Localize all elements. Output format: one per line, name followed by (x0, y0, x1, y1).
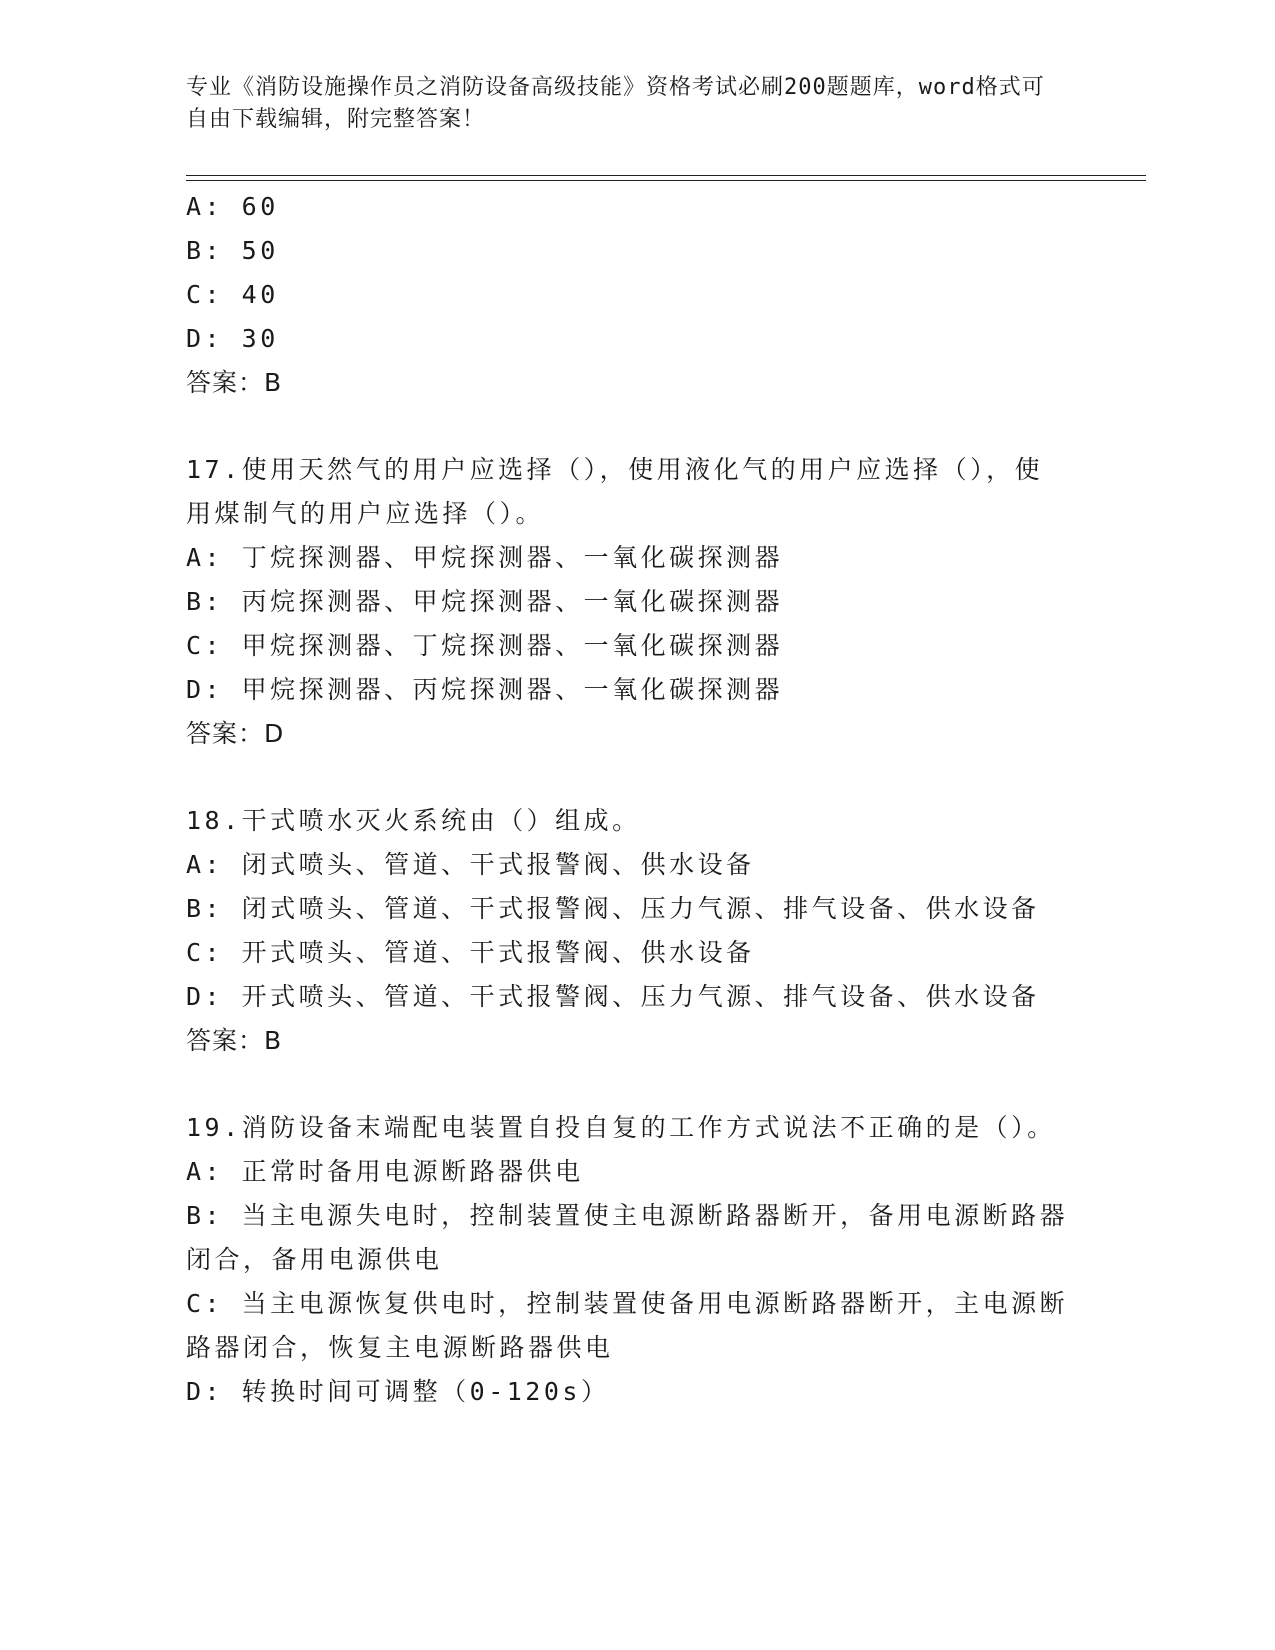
q17-answer: 答案：D (186, 719, 285, 748)
q19-option-b-line1: B: 当主电源失电时，控制装置使主电源断路器断开，备用电源断路器 (186, 1201, 1069, 1230)
document-header: 专业《消防设施操作员之消防设备高级技能》资格考试必刷200题题库，word格式可自由下载编辑，附完整答案！ (186, 75, 1045, 132)
q16-answer: 答案：B (186, 368, 283, 397)
q19-option-c-line2: 路器闭合，恢复主电源断路器供电 (186, 1333, 614, 1362)
q18-option-a: A: 闭式喷头、管道、干式报警阀、供水设备 (186, 850, 755, 879)
q17-option-c: C: 甲烷探测器、丁烷探测器、一氧化碳探测器 (186, 631, 784, 660)
q19-stem: 19.消防设备末端配电装置自投自复的工作方式说法不正确的是（）。 (186, 1113, 1056, 1142)
q17-option-b: B: 丙烷探测器、甲烷探测器、一氧化碳探测器 (186, 587, 784, 616)
q16-option-a: A: 60 (186, 192, 279, 221)
q18-answer: 答案：B (186, 1026, 283, 1055)
q18-option-d: D: 开式喷头、管道、干式报警阀、压力气源、排气设备、供水设备 (186, 982, 1040, 1011)
q19-option-a: A: 正常时备用电源断路器供电 (186, 1157, 584, 1186)
header-divider-top (186, 175, 1146, 176)
q17-stem-line2: 用煤制气的用户应选择（）。 (186, 499, 545, 528)
q16-option-d: D: 30 (186, 324, 279, 353)
q19-option-d: D: 转换时间可调整（0-120s） (186, 1377, 610, 1406)
q18-stem: 18.干式喷水灭火系统由（）组成。 (186, 806, 641, 835)
q17-option-a: A: 丁烷探测器、甲烷探测器、一氧化碳探测器 (186, 543, 784, 572)
q16-option-c: C: 40 (186, 280, 279, 309)
q18-option-b: B: 闭式喷头、管道、干式报警阀、压力气源、排气设备、供水设备 (186, 894, 1040, 923)
q18-option-c: C: 开式喷头、管道、干式报警阀、供水设备 (186, 938, 755, 967)
q19-option-c-line1: C: 当主电源恢复供电时，控制装置使备用电源断路器断开，主电源断 (186, 1289, 1069, 1318)
q17-stem-line1: 17.使用天然气的用户应选择（），使用液化气的用户应选择（），使 (186, 455, 1044, 484)
q17-option-d: D: 甲烷探测器、丙烷探测器、一氧化碳探测器 (186, 675, 784, 704)
q19-option-b-line2: 闭合，备用电源供电 (186, 1245, 443, 1274)
q16-option-b: B: 50 (186, 236, 279, 265)
header-divider-bottom (186, 180, 1146, 181)
